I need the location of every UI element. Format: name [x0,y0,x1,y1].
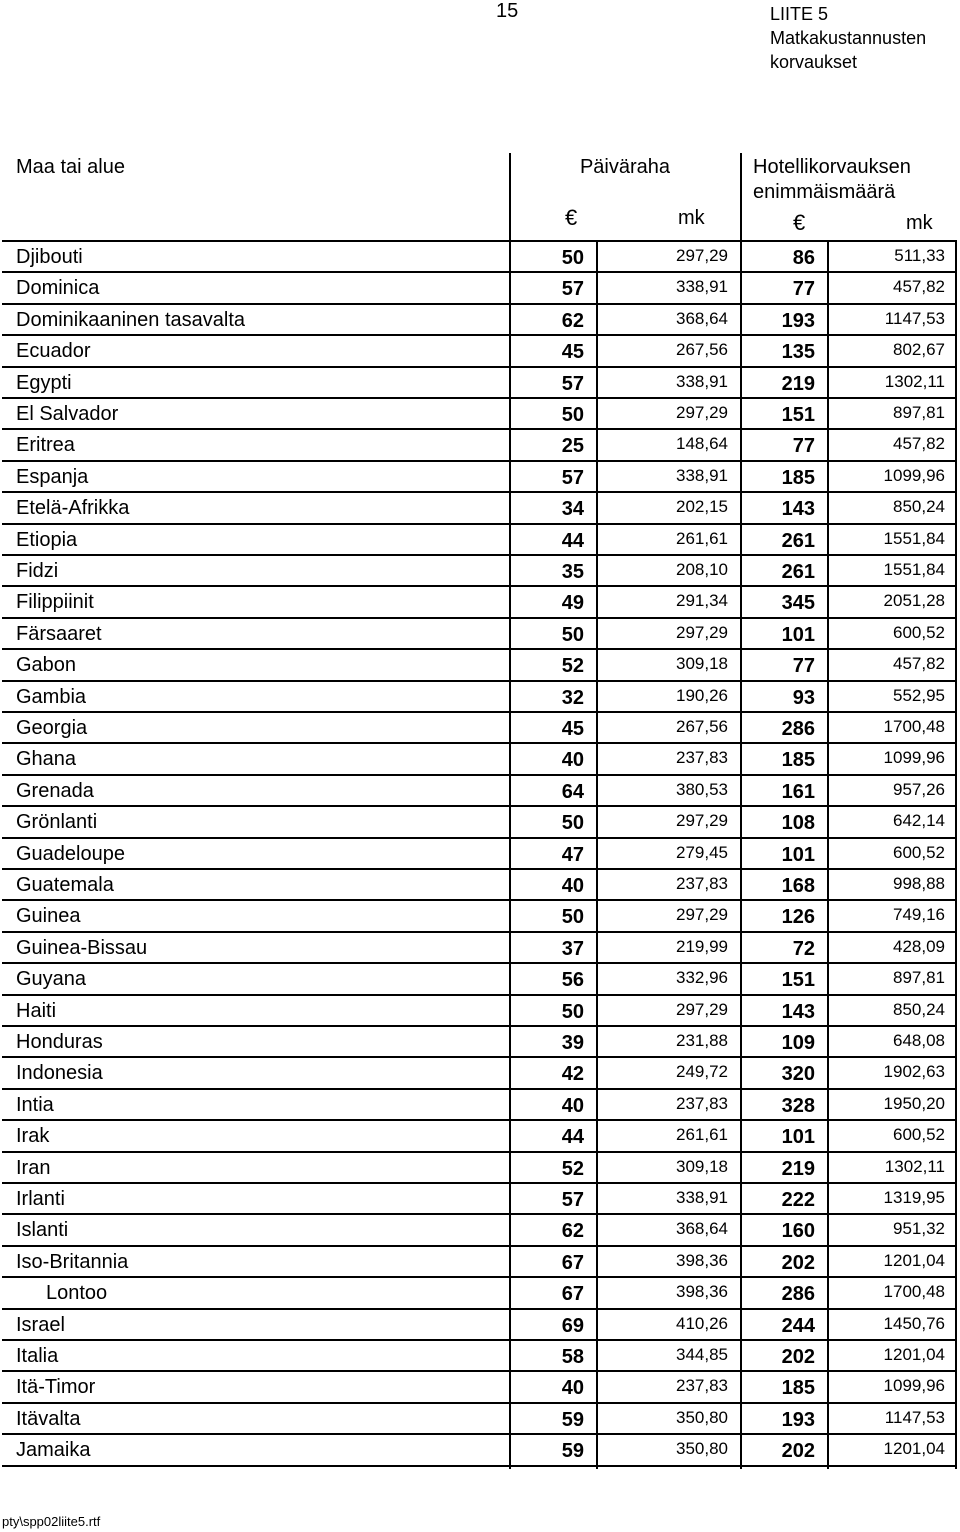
country-name: Eritrea [16,434,75,457]
hotel-max-mk: 850,24 [893,497,945,517]
header-country: Maa tai alue [16,156,125,178]
table-row [0,1089,960,1120]
table-row [0,492,960,523]
daily-allowance-mk: 368,64 [676,308,728,328]
country-name: Honduras [16,1031,103,1053]
country-name: Dominikaaninen tasavalta [16,308,246,331]
daily-allowance-eur: 64 [561,780,584,803]
table-row [0,1026,960,1057]
hotel-max-eur: 185 [781,1377,815,1400]
daily-allowance-mk: 297,29 [676,403,728,422]
hotel-max-mk: 1147,53 [884,1407,945,1427]
hotel-max-eur: 77 [792,655,815,678]
table-row [0,649,960,680]
daily-allowance-eur: 50 [561,1000,584,1023]
hotel-max-eur: 135 [781,341,815,364]
hotel-max-mk: 1319,95 [883,1188,945,1207]
daily-allowance-eur: 57 [561,372,584,395]
daily-allowance-eur: 62 [561,1220,584,1243]
table-row [0,806,960,837]
country-name: Etelä-Afrikka [16,497,130,520]
header-hotel-mk: mk [906,212,933,234]
hotel-max-mk: 802,67 [893,340,945,360]
daily-allowance-eur: 50 [561,623,584,646]
daily-allowance-mk: 297,29 [676,811,728,831]
country-name: Lontoo [46,1282,108,1305]
country-name: Jamaika [16,1439,91,1462]
hotel-max-eur: 86 [792,247,815,269]
daily-allowance-mk: 219,99 [676,936,728,956]
hotel-max-eur: 286 [781,718,815,740]
daily-allowance-mk: 297,29 [676,905,728,925]
hotel-max-eur: 219 [781,372,815,395]
daily-allowance-mk: 398,36 [676,1250,728,1270]
table-row [0,1152,960,1183]
hotel-max-eur: 101 [781,843,815,866]
daily-allowance-eur: 32 [561,686,584,709]
hotel-max-mk: 1450,76 [883,1313,945,1333]
country-name: Islanti [16,1219,69,1242]
hotel-max-mk: 1902,63 [883,1062,945,1082]
daily-allowance-eur: 50 [561,812,584,835]
hotel-max-mk: 957,26 [893,779,945,799]
daily-allowance-mk: 237,83 [676,748,728,768]
daily-allowance-eur: 34 [561,498,584,521]
table-row [0,524,960,555]
row-divider [2,1465,957,1467]
daily-allowance-mk: 350,80 [676,1439,728,1459]
table-row [0,1183,960,1214]
table-row [0,429,960,460]
daily-allowance-eur: 40 [561,1377,584,1400]
country-name: Ghana [16,748,77,771]
hotel-max-eur: 126 [781,906,815,929]
daily-allowance-eur: 67 [561,1283,584,1306]
daily-allowance-eur: 45 [561,341,584,364]
daily-allowance-mk: 249,72 [676,1062,728,1082]
country-name: Iran [16,1156,51,1179]
daily-allowance-mk: 338,91 [676,465,728,485]
hotel-max-mk: 1302,11 [884,371,945,391]
country-name: Haiti [16,999,57,1022]
country-name: Italia [16,1345,59,1367]
table-row [0,1403,960,1434]
header-hotel-euro: € [793,210,806,235]
hotel-max-mk: 897,81 [893,403,945,422]
header-daily-euro: € [565,205,578,230]
daily-allowance-mk: 237,83 [676,874,728,893]
appendix-heading [770,2,926,74]
daily-allowance-eur: 57 [561,278,584,301]
daily-allowance-mk: 309,18 [676,654,728,674]
hotel-max-eur: 328 [781,1094,815,1117]
daily-allowance-mk: 332,96 [676,968,728,988]
daily-allowance-eur: 52 [561,655,584,678]
table-row [0,398,960,429]
hotel-max-mk: 457,82 [893,277,945,297]
daily-allowance-mk: 279,45 [676,842,728,862]
table-row [0,681,960,712]
hotel-max-mk: 552,95 [893,685,945,705]
daily-allowance-mk: 261,61 [676,528,728,548]
hotel-max-eur: 222 [781,1189,815,1211]
daily-allowance-mk: 368,64 [676,1219,728,1239]
daily-allowance-mk: 338,91 [676,1188,728,1207]
daily-allowance-eur: 59 [561,1408,584,1431]
hotel-max-eur: 219 [781,1157,815,1180]
hotel-max-mk: 998,88 [893,874,945,893]
country-name: Gabon [16,654,77,677]
table-row [0,1434,960,1465]
table-row [0,555,960,586]
daily-allowance-mk: 398,36 [676,1282,728,1302]
daily-allowance-mk: 231,88 [676,1031,728,1050]
hotel-max-eur: 143 [781,498,815,521]
country-name: Etiopia [16,528,78,551]
daily-allowance-eur: 39 [561,1032,584,1054]
appendix-subtitle-1: Matkakustannusten [770,28,927,48]
daily-allowance-eur: 25 [561,435,584,458]
hotel-max-eur: 109 [781,1032,815,1054]
hotel-max-mk: 850,24 [893,999,945,1019]
daily-allowance-mk: 291,34 [676,591,728,611]
hotel-max-mk: 1099,96 [883,748,945,768]
table-row [0,618,960,649]
table-row [0,900,960,931]
hotel-max-mk: 457,82 [893,434,945,454]
table-row [0,1277,960,1308]
table-row [0,1057,960,1088]
hotel-max-mk: 642,14 [893,811,945,831]
table-row [0,1309,960,1340]
country-name: Filippiinit [16,591,94,614]
table-row [0,241,960,272]
hotel-max-eur: 185 [781,466,815,489]
hotel-max-eur: 202 [781,1346,815,1368]
daily-allowance-mk: 344,85 [676,1345,728,1364]
header-hotel-line1: Hotellikorvauksen [753,156,911,178]
daily-allowance-eur: 40 [561,1094,584,1117]
hotel-max-eur: 244 [781,1314,815,1337]
country-name: Guinea [16,905,81,928]
table-row [0,932,960,963]
country-name: Intia [16,1093,54,1116]
country-name: El Salvador [16,403,119,425]
country-name: Grönlanti [16,811,98,834]
hotel-max-mk: 600,52 [893,842,945,862]
country-name: Guinea-Bissau [16,936,148,959]
hotel-max-eur: 160 [781,1220,815,1243]
country-name: Itä-Timor [16,1376,96,1399]
country-name: Georgia [16,717,88,739]
country-name: Guadeloupe [16,842,125,865]
hotel-max-mk: 428,09 [893,936,945,956]
daily-allowance-mk: 190,26 [676,685,728,705]
hotel-max-eur: 261 [781,529,815,552]
hotel-max-mk: 1551,84 [883,528,945,548]
table-row [0,1120,960,1151]
daily-allowance-eur: 52 [561,1157,584,1180]
hotel-max-eur: 72 [792,937,815,960]
hotel-max-eur: 286 [781,1283,815,1306]
hotel-max-eur: 168 [781,875,815,897]
country-name: Indonesia [16,1062,103,1085]
daily-allowance-eur: 67 [561,1251,584,1274]
hotel-max-mk: 1201,04 [883,1439,945,1459]
hotel-max-eur: 193 [781,1408,815,1431]
country-name: Itävalta [16,1407,81,1430]
appendix-subtitle-2: korvaukset [770,52,858,72]
hotel-max-mk: 648,08 [893,1031,945,1050]
hotel-max-mk: 1551,84 [883,560,945,579]
table-row [0,1214,960,1245]
country-name: Grenada [16,779,94,802]
hotel-max-mk: 1201,04 [883,1250,945,1270]
hotel-max-eur: 185 [781,749,815,772]
hotel-max-mk: 1099,96 [883,465,945,485]
country-name: Espanja [16,465,89,488]
hotel-max-eur: 101 [781,1126,815,1149]
daily-allowance-eur: 44 [561,529,584,552]
daily-allowance-eur: 56 [561,969,584,992]
daily-allowance-mk: 202,15 [676,497,728,517]
daily-allowance-mk: 237,83 [676,1093,728,1113]
hotel-max-mk: 951,32 [893,1219,945,1239]
table-row [0,335,960,366]
daily-allowance-mk: 338,91 [676,371,728,391]
hotel-max-eur: 93 [792,686,815,709]
table-row [0,743,960,774]
table-row [0,304,960,335]
daily-allowance-eur: 50 [561,247,584,269]
footer-filename: pty\spp02liite5.rtf [2,1514,101,1529]
country-name: Irlanti [16,1188,65,1210]
country-name: Ecuador [16,340,91,363]
country-name: Gambia [16,685,87,708]
daily-allowance-eur: 50 [561,404,584,426]
header-daily-mk: mk [678,207,705,229]
country-name: Iso-Britannia [16,1250,129,1273]
daily-allowance-eur: 57 [561,1189,584,1211]
hotel-max-eur: 202 [781,1251,815,1274]
country-name: Egypti [16,371,72,394]
hotel-max-mk: 1302,11 [884,1156,945,1176]
daily-allowance-eur: 35 [561,561,584,583]
appendix-title: LIITE 5 [770,4,829,24]
hotel-max-mk: 1950,20 [883,1093,945,1113]
hotel-max-mk: 1147,53 [884,308,945,328]
country-name: Dominica [16,277,100,300]
table-row [0,461,960,492]
hotel-max-eur: 108 [781,812,815,835]
daily-allowance-eur: 69 [561,1314,584,1337]
hotel-max-mk: 511,33 [894,246,945,265]
table-row [0,367,960,398]
daily-allowance-mk: 208,10 [676,560,728,579]
country-name: Djibouti [16,246,83,268]
hotel-max-eur: 193 [781,309,815,332]
daily-allowance-mk: 297,29 [676,246,728,265]
daily-allowance-eur: 62 [561,309,584,332]
hotel-max-eur: 151 [781,404,815,426]
hotel-max-eur: 143 [781,1000,815,1023]
table-row [0,586,960,617]
table-row [0,1340,960,1371]
daily-allowance-mk: 148,64 [676,434,728,454]
daily-allowance-eur: 57 [561,466,584,489]
hotel-max-mk: 457,82 [893,654,945,674]
table-row [0,272,960,303]
daily-allowance-mk: 380,53 [676,779,728,799]
country-name: Färsaaret [16,622,102,645]
daily-allowance-eur: 59 [561,1440,584,1463]
table-row [0,1371,960,1402]
hotel-max-eur: 101 [781,623,815,646]
table-row [0,838,960,869]
country-name: Fidzi [16,560,59,582]
daily-allowance-mk: 297,29 [676,999,728,1019]
table-row [0,775,960,806]
table-row [0,869,960,900]
hotel-max-mk: 600,52 [893,622,945,642]
daily-allowance-mk: 309,18 [676,1156,728,1176]
country-name: Guatemala [16,874,114,896]
hotel-max-mk: 897,81 [893,968,945,988]
hotel-max-eur: 77 [792,435,815,458]
daily-allowance-eur: 44 [561,1126,584,1149]
hotel-max-eur: 161 [781,780,815,803]
hotel-max-eur: 77 [792,278,815,301]
daily-allowance-eur: 50 [561,906,584,929]
hotel-max-mk: 1700,48 [883,1282,945,1302]
hotel-max-mk: 1099,96 [883,1376,945,1396]
daily-allowance-eur: 42 [561,1063,584,1086]
header-daily-allowance: Päiväraha [579,156,671,178]
country-name: Israel [16,1313,65,1336]
daily-allowance-mk: 261,61 [676,1125,728,1145]
daily-allowance-mk: 338,91 [676,277,728,297]
hotel-max-mk: 2051,28 [883,591,945,611]
table-row [0,1246,960,1277]
hotel-max-eur: 202 [781,1440,815,1463]
daily-allowance-eur: 40 [561,749,584,772]
hotel-max-mk: 600,52 [893,1125,945,1145]
table-row [0,712,960,743]
daily-allowance-eur: 49 [561,592,584,615]
daily-allowance-mk: 237,83 [676,1376,728,1396]
header-hotel-line2: enimmäismäärä [753,181,896,203]
daily-allowance-mk: 297,29 [676,622,728,642]
hotel-max-eur: 261 [781,561,815,583]
daily-allowance-eur: 45 [561,718,584,740]
daily-allowance-eur: 40 [561,875,584,897]
table-row [0,963,960,994]
table-row [0,995,960,1026]
country-name: Guyana [16,968,87,991]
daily-allowance-mk: 267,56 [676,717,728,736]
daily-allowance-mk: 350,80 [676,1407,728,1427]
hotel-max-mk: 1700,48 [883,717,945,736]
hotel-max-mk: 1201,04 [883,1345,945,1364]
hotel-max-mk: 749,16 [893,905,945,925]
daily-allowance-eur: 58 [561,1346,584,1368]
daily-allowance-mk: 410,26 [676,1313,728,1333]
page-number: 15 [496,0,519,22]
hotel-max-eur: 320 [781,1063,815,1086]
hotel-max-eur: 151 [781,969,815,992]
hotel-max-eur: 345 [781,592,815,615]
daily-allowance-eur: 37 [561,937,584,960]
country-name: Irak [16,1125,50,1148]
daily-allowance-mk: 267,56 [676,340,728,360]
daily-allowance-eur: 47 [561,843,584,866]
